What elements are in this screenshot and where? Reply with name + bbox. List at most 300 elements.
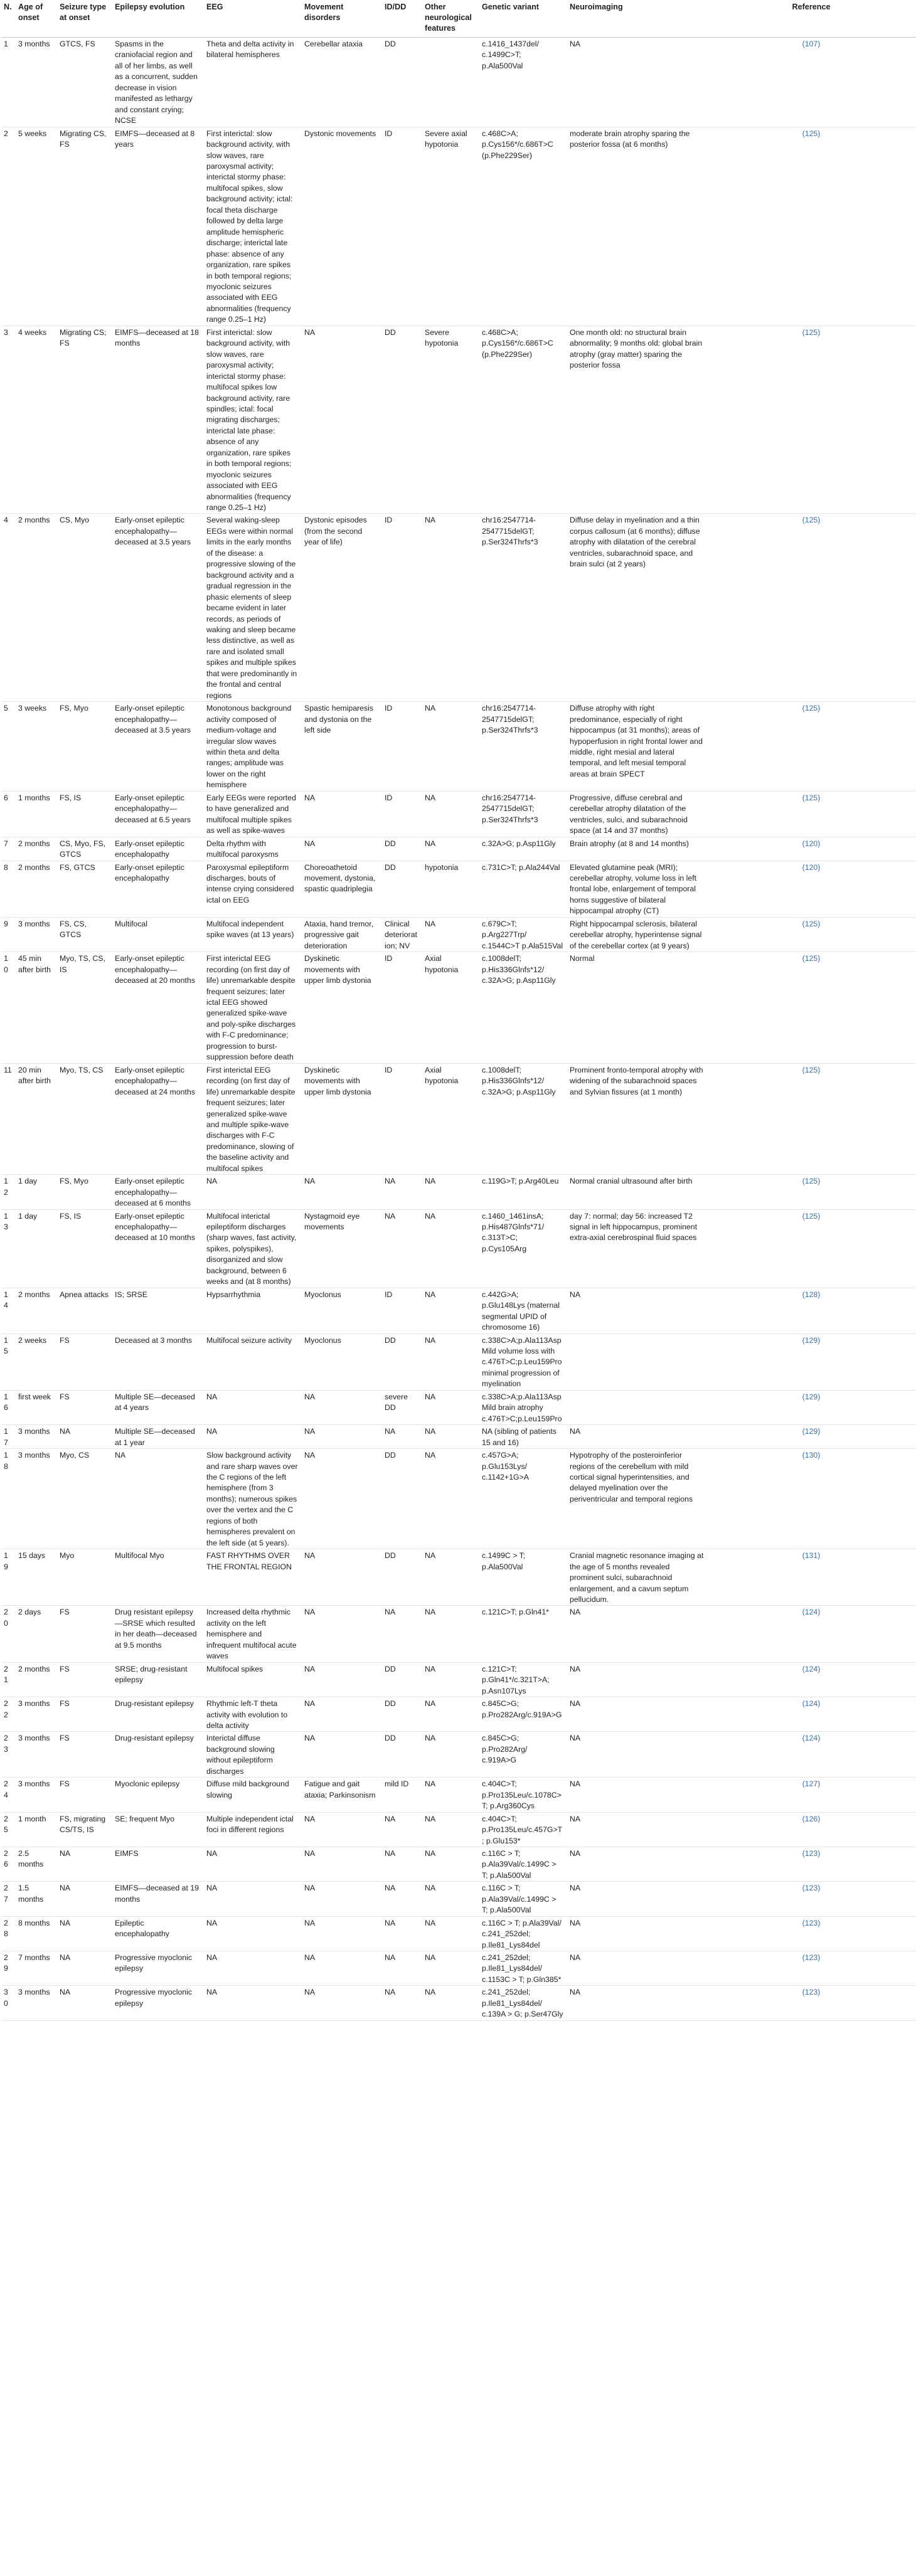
neuroimaging-cell: Normal xyxy=(567,952,708,1064)
movement-disorders-cell: NA xyxy=(302,1449,382,1549)
patient-number-cell: 12 xyxy=(1,1175,16,1209)
seizure-type-cell: FS xyxy=(57,1662,112,1697)
genetic-variant-cell: c.338C>A;p.Ala113Asp Mild volume loss with c.476T>C;p.Leu159Pro minimal progression of myelination xyxy=(479,1333,567,1390)
id-dd-cell: ID xyxy=(382,1063,422,1175)
age-of-onset-cell: 3 months xyxy=(16,1732,57,1778)
eeg-cell: NA xyxy=(204,1986,302,2020)
age-of-onset-cell: 20 min after birth xyxy=(16,1063,57,1175)
table-row xyxy=(1,1812,916,1847)
neuroimaging-cell: NA xyxy=(567,1606,708,1662)
other-neurological-features-cell: NA xyxy=(422,1449,479,1549)
epilepsy-evolution-cell: Early-onset epileptic encephalopathy xyxy=(112,861,204,917)
reference-link[interactable]: (125) xyxy=(708,917,916,951)
other-neurological-features-cell: Severe hypotonia xyxy=(422,326,479,514)
id-dd-cell: NA xyxy=(382,1606,422,1662)
eeg-cell: Multiple independent ictal foci in different regions xyxy=(204,1812,302,1847)
patient-number-cell: 3 xyxy=(1,326,16,514)
patient-number-cell: 2 xyxy=(1,127,16,326)
id-dd-cell: severe DD xyxy=(382,1390,422,1424)
seizure-type-cell: Myo xyxy=(57,1549,112,1606)
neuroimaging-cell: Brain atrophy (at 8 and 14 months) xyxy=(567,837,708,861)
patient-number-cell: 29 xyxy=(1,1951,16,1986)
movement-disorders-cell: NA xyxy=(302,1986,382,2020)
epilepsy-evolution-cell: Early-onset epileptic encephalopathy—deceased at 6.5 years xyxy=(112,791,204,837)
column-header: Other neurological features xyxy=(422,0,479,38)
eeg-cell: Rhythmic left-T theta activity with evolution to delta activity xyxy=(204,1697,302,1732)
genetic-variant-cell: c.1008delT; p.His336Glnfs*12/ c.32A>G; p.Asp11Gly xyxy=(479,952,567,1064)
eeg-cell: NA xyxy=(204,1425,302,1449)
other-neurological-features-cell: NA xyxy=(422,1697,479,1732)
patient-number-cell: 19 xyxy=(1,1549,16,1606)
id-dd-cell: DD xyxy=(382,326,422,514)
table-row xyxy=(1,952,916,1064)
id-dd-cell: DD xyxy=(382,1333,422,1390)
neuroimaging-cell: NA xyxy=(567,1425,708,1449)
seizure-type-cell: Myo, TS, CS, IS xyxy=(57,952,112,1064)
seizure-type-cell: Apnea attacks xyxy=(57,1288,112,1333)
other-neurological-features-cell: Axial hypotonia xyxy=(422,952,479,1064)
reference-link[interactable]: (129) xyxy=(708,1390,916,1424)
genetic-variant-cell: c.121C>T; p.Gln41*/c.321T>A; p.Asn107Lys xyxy=(479,1662,567,1697)
age-of-onset-cell: 3 months xyxy=(16,1449,57,1549)
eeg-cell: NA xyxy=(204,1175,302,1209)
neuroimaging-cell: Normal cranial ultrasound after birth xyxy=(567,1175,708,1209)
neuroimaging-cell: NA xyxy=(567,1951,708,1986)
age-of-onset-cell: 2 months xyxy=(16,1288,57,1333)
other-neurological-features-cell: NA xyxy=(422,1425,479,1449)
patient-number-cell: 15 xyxy=(1,1333,16,1390)
age-of-onset-cell: 2.5 months xyxy=(16,1847,57,1881)
seizure-type-cell: Migrating CS; FS xyxy=(57,326,112,514)
reference-link[interactable]: (124) xyxy=(708,1662,916,1697)
neuroimaging-cell: Elevated glutamine peak (MRI); cerebellar atrophy, volume loss in left frontal lobe, enlargement of temporal horns suggestive of bilateral hippocampal atrophy (CT) xyxy=(567,861,708,917)
patient-number-cell: 13 xyxy=(1,1209,16,1288)
epilepsy-evolution-cell: SRSE; drug-resistant epilepsy xyxy=(112,1662,204,1697)
age-of-onset-cell: 3 months xyxy=(16,1697,57,1732)
reference-link[interactable]: (129) xyxy=(708,1425,916,1449)
reference-link[interactable]: (125) xyxy=(708,952,916,1064)
eeg-cell: First interictal: slow background activity, with slow waves, rare paroxysmal activity; interictal stormy phase: multifocal spikes, slow background activity; ictal: focal theta discharge followed by delta large amplitude hemispheric discharge; interictal late phase: absence of any organization, rare spikes in both temporal regions; myoclonic seizures associated with EEG abnormalities (frequency range 0.25–1 Hz) xyxy=(204,127,302,326)
eeg-cell: NA xyxy=(204,1847,302,1881)
seizure-type-cell: NA xyxy=(57,1425,112,1449)
genetic-variant-cell: c.116C > T; p.Ala39Val/c.1499C > T; p.Ala500Val xyxy=(479,1847,567,1881)
neuroimaging-cell: NA xyxy=(567,1847,708,1881)
patient-number-cell: 6 xyxy=(1,791,16,837)
patient-number-cell: 7 xyxy=(1,837,16,861)
column-header: Epilepsy evolution xyxy=(112,0,204,38)
epilepsy-evolution-cell: Drug resistant epilepsy—SRSE which resulted in her death—deceased at 9.5 months xyxy=(112,1606,204,1662)
age-of-onset-cell: 1 month xyxy=(16,1812,57,1847)
reference-link[interactable]: (127) xyxy=(708,1778,916,1812)
id-dd-cell: DD xyxy=(382,837,422,861)
reference-link[interactable]: (124) xyxy=(708,1606,916,1662)
age-of-onset-cell: 1 day xyxy=(16,1175,57,1209)
seizure-type-cell: FS, CS, GTCS xyxy=(57,917,112,951)
neuroimaging-cell: NA xyxy=(567,1916,708,1951)
reference-link[interactable]: (125) xyxy=(708,1063,916,1175)
genetic-variant-cell: c.1416_1437del/ c.1499C>T; p.Ala500Val xyxy=(479,38,567,127)
eeg-cell: NA xyxy=(204,1390,302,1424)
clinical-features-table xyxy=(1,0,916,2021)
id-dd-cell: NA xyxy=(382,1209,422,1288)
genetic-variant-cell: c.845C>G; p.Pro282Arg/c.919A>G xyxy=(479,1697,567,1732)
reference-link[interactable]: (120) xyxy=(708,837,916,861)
epilepsy-evolution-cell: EIMFS—deceased at 8 years xyxy=(112,127,204,326)
patient-number-cell: 21 xyxy=(1,1662,16,1697)
table-row xyxy=(1,514,916,702)
column-header: Reference xyxy=(708,0,916,38)
genetic-variant-cell: chr16:2547714-2547715delGT; p.Ser324Thrfs*3 xyxy=(479,702,567,792)
reference-link[interactable]: (120) xyxy=(708,861,916,917)
reference-link[interactable]: (131) xyxy=(708,1549,916,1606)
reference-link[interactable]: (125) xyxy=(708,326,916,514)
genetic-variant-cell: chr16:2547714-2547715delGT; p.Ser324Thrfs*3 xyxy=(479,514,567,702)
movement-disorders-cell: NA xyxy=(302,1916,382,1951)
patient-number-cell: 8 xyxy=(1,861,16,917)
patient-number-cell: 16 xyxy=(1,1390,16,1424)
genetic-variant-cell: c.679C>T; p.Arg227Trp/ c.1544C>T p.Ala515Val xyxy=(479,917,567,951)
column-header: N. xyxy=(1,0,16,38)
seizure-type-cell: FS, GTCS xyxy=(57,861,112,917)
genetic-variant-cell: c.338C>A;p.Ala113Asp Mild brain atrophy c.476T>C;p.Leu159Pro xyxy=(479,1390,567,1424)
neuroimaging-cell: NA xyxy=(567,1778,708,1812)
column-header: Age of onset xyxy=(16,0,57,38)
id-dd-cell: NA xyxy=(382,1986,422,2020)
patient-number-cell: 1 xyxy=(1,38,16,127)
seizure-type-cell: FS, IS xyxy=(57,791,112,837)
genetic-variant-cell: c.1008delT; p.His336Glnfs*12/ c.32A>G; p.Asp11Gly xyxy=(479,1063,567,1175)
age-of-onset-cell: 2 months xyxy=(16,837,57,861)
neuroimaging-cell: One month old: no structural brain abnormality; 9 months old: global brain atrophy (gray matter) sparing the posterior fossa xyxy=(567,326,708,514)
other-neurological-features-cell: NA xyxy=(422,1662,479,1697)
seizure-type-cell: NA xyxy=(57,1951,112,1986)
reference-link[interactable]: (107) xyxy=(708,38,916,127)
id-dd-cell: NA xyxy=(382,1175,422,1209)
other-neurological-features-cell: NA xyxy=(422,514,479,702)
reference-link[interactable]: (128) xyxy=(708,1288,916,1333)
other-neurological-features-cell: NA xyxy=(422,1882,479,1916)
seizure-type-cell: Migrating CS, FS xyxy=(57,127,112,326)
reference-link[interactable]: (125) xyxy=(708,514,916,702)
age-of-onset-cell: first week xyxy=(16,1390,57,1424)
neuroimaging-cell: NA xyxy=(567,1986,708,2020)
age-of-onset-cell: 2 months xyxy=(16,514,57,702)
age-of-onset-cell: 3 months xyxy=(16,917,57,951)
table-body xyxy=(1,38,916,2021)
seizure-type-cell: FS xyxy=(57,1333,112,1390)
id-dd-cell: NA xyxy=(382,1882,422,1916)
eeg-cell: Hypsarrhythmia xyxy=(204,1288,302,1333)
eeg-cell: First interictal EEG recording (on first day of life) unremarkable despite frequent seizures; later ictal EEG showed generalized spike-wave and poly-spike discharges with F-C predominance; progression to burst-suppression before death xyxy=(204,952,302,1064)
patient-number-cell: 26 xyxy=(1,1847,16,1881)
genetic-variant-cell: c.731C>T; p.Ala244Val xyxy=(479,861,567,917)
age-of-onset-cell: 5 weeks xyxy=(16,127,57,326)
movement-disorders-cell: NA xyxy=(302,791,382,837)
movement-disorders-cell: Cerebellar ataxia xyxy=(302,38,382,127)
age-of-onset-cell: 3 months xyxy=(16,1986,57,2020)
neuroimaging-cell: Diffuse delay in myelination and a thin corpus callosum (at 6 months); diffuse atrophy with dilatation of the cerebral ventricles, subarachnoid space, and brain sulci (at 2 years) xyxy=(567,514,708,702)
genetic-variant-cell: c.442G>A; p.Glu148Lys (maternal segmental UPID of chromosome 16) xyxy=(479,1288,567,1333)
genetic-variant-cell: c.457G>A; p.Glu153Lys/ c.1142+1G>A xyxy=(479,1449,567,1549)
seizure-type-cell: Myo, CS xyxy=(57,1449,112,1549)
reference-link[interactable]: (125) xyxy=(708,1175,916,1209)
movement-disorders-cell: NA xyxy=(302,1549,382,1606)
reference-link[interactable]: (129) xyxy=(708,1333,916,1390)
age-of-onset-cell: 1 months xyxy=(16,791,57,837)
neuroimaging-cell xyxy=(567,1333,708,1390)
id-dd-cell: NA xyxy=(382,1425,422,1449)
eeg-cell: First interictal EEG recording (on first day of life) unremarkable despite frequent seizures; later generalized spike-wave and multiple spike-wave discharges with F-C predominance, slowing of the baseline activity and multifocal spikes xyxy=(204,1063,302,1175)
movement-disorders-cell: NA xyxy=(302,1606,382,1662)
eeg-cell: FAST RHYTHMS OVER THE FRONTAL REGION xyxy=(204,1549,302,1606)
movement-disorders-cell: NA xyxy=(302,1882,382,1916)
movement-disorders-cell: Dystonic movements xyxy=(302,127,382,326)
genetic-variant-cell: c.32A>G; p.Asp11Gly xyxy=(479,837,567,861)
epilepsy-evolution-cell: Drug-resistant epilepsy xyxy=(112,1697,204,1732)
reference-link[interactable]: (126) xyxy=(708,1812,916,1847)
column-header: Movement disorders xyxy=(302,0,382,38)
reference-link[interactable]: (123) xyxy=(708,1986,916,2020)
seizure-type-cell: FS, Myo xyxy=(57,1175,112,1209)
other-neurological-features-cell: NA xyxy=(422,1986,479,2020)
patient-number-cell: 27 xyxy=(1,1882,16,1916)
other-neurological-features-cell: NA xyxy=(422,1333,479,1390)
other-neurological-features-cell: NA xyxy=(422,917,479,951)
eeg-cell: Delta rhythm with multifocal paroxysms xyxy=(204,837,302,861)
age-of-onset-cell: 3 weeks xyxy=(16,702,57,792)
id-dd-cell: DD xyxy=(382,1697,422,1732)
other-neurological-features-cell xyxy=(422,38,479,127)
epilepsy-evolution-cell: Epileptic encephalopathy xyxy=(112,1916,204,1951)
neuroimaging-cell: Progressive, diffuse cerebral and cerebellar atrophy dilatation of the ventricles, sulci, and subarachnoid space (at 14 and 37 months) xyxy=(567,791,708,837)
seizure-type-cell: NA xyxy=(57,1916,112,1951)
table-row xyxy=(1,1732,916,1778)
column-header: EEG xyxy=(204,0,302,38)
other-neurological-features-cell: NA xyxy=(422,1209,479,1288)
genetic-variant-cell: c.404C>T; p.Pro135Leu/c.1078C>T; p.Arg360Cys xyxy=(479,1778,567,1812)
neuroimaging-cell: Cranial magnetic resonance imaging at the age of 5 months revealed prominent sulci, subarachnoid enlargement, and a cavum septum pellucidum. xyxy=(567,1549,708,1606)
other-neurological-features-cell: NA xyxy=(422,791,479,837)
epilepsy-evolution-cell: EIMFS—deceased at 18 months xyxy=(112,326,204,514)
epilepsy-evolution-cell: Multifocal xyxy=(112,917,204,951)
movement-disorders-cell: NA xyxy=(302,1390,382,1424)
neuroimaging-cell xyxy=(567,1390,708,1424)
table-row xyxy=(1,38,916,127)
patient-number-cell: 5 xyxy=(1,702,16,792)
genetic-variant-cell: c.404C>T; p.Pro135Leu/c.457G>T; p.Glu153* xyxy=(479,1812,567,1847)
seizure-type-cell: FS, migrating CS/TS, IS xyxy=(57,1812,112,1847)
seizure-type-cell: NA xyxy=(57,1986,112,2020)
movement-disorders-cell: Nystagmoid eye movements xyxy=(302,1209,382,1288)
movement-disorders-cell: Fatigue and gait ataxia; Parkinsonism xyxy=(302,1778,382,1812)
patient-number-cell: 18 xyxy=(1,1449,16,1549)
table-row xyxy=(1,326,916,514)
other-neurological-features-cell: NA xyxy=(422,1288,479,1333)
table-row xyxy=(1,1697,916,1732)
movement-disorders-cell: NA xyxy=(302,1812,382,1847)
age-of-onset-cell: 2 weeks xyxy=(16,1333,57,1390)
table-row xyxy=(1,1288,916,1333)
eeg-cell: Diffuse mild background slowing xyxy=(204,1778,302,1812)
table-row xyxy=(1,1549,916,1606)
genetic-variant-cell: c.468C>A; p.Cys156*/c.686T>C (p.Phe229Ser) xyxy=(479,326,567,514)
eeg-cell: Theta and delta activity in bilateral hemispheres xyxy=(204,38,302,127)
genetic-variant-cell: c.119G>T; p.Arg40Leu xyxy=(479,1175,567,1209)
eeg-cell: Early EEGs were reported to have generalized and multifocal multiple spikes as well as spike-waves xyxy=(204,791,302,837)
id-dd-cell: DD xyxy=(382,1449,422,1549)
seizure-type-cell: FS xyxy=(57,1778,112,1812)
movement-disorders-cell: NA xyxy=(302,326,382,514)
other-neurological-features-cell: Severe axial hypotonia xyxy=(422,127,479,326)
age-of-onset-cell: 1 day xyxy=(16,1209,57,1288)
patient-number-cell: 22 xyxy=(1,1697,16,1732)
table-row xyxy=(1,791,916,837)
seizure-type-cell: NA xyxy=(57,1882,112,1916)
other-neurological-features-cell: NA xyxy=(422,1916,479,1951)
age-of-onset-cell: 2 months xyxy=(16,861,57,917)
id-dd-cell: ID xyxy=(382,127,422,326)
epilepsy-evolution-cell: Early-onset epileptic encephalopathy—deceased at 10 months xyxy=(112,1209,204,1288)
other-neurological-features-cell: NA xyxy=(422,1778,479,1812)
epilepsy-evolution-cell: Early-onset epileptic encephalopathy xyxy=(112,837,204,861)
patient-number-cell: 10 xyxy=(1,952,16,1064)
eeg-cell: Several waking-sleep EEGs were within normal limits in the early months of the disease: a progressive slowing of the background activity and a gradual regression in the phasic elements of sleep became evident in later records, as periods of waking and sleep became less distinctive, as well as rare and isolated small spikes and multiple spikes that were predominantly in the frontal and central regions xyxy=(204,514,302,702)
movement-disorders-cell: Dystonic episodes (from the second year of life) xyxy=(302,514,382,702)
neuroimaging-cell: Prominent fronto-temporal atrophy with widening of the subarachnoid spaces and Sylvian fissures (at 1 month) xyxy=(567,1063,708,1175)
movement-disorders-cell: Choreoathetoid movement, dystonia, spastic quadriplegia xyxy=(302,861,382,917)
epilepsy-evolution-cell: EIMFS xyxy=(112,1847,204,1881)
id-dd-cell: mild ID xyxy=(382,1778,422,1812)
patient-number-cell: 23 xyxy=(1,1732,16,1778)
table-row xyxy=(1,837,916,861)
patient-number-cell: 11 xyxy=(1,1063,16,1175)
id-dd-cell: Clinical deterioration; NV xyxy=(382,917,422,951)
id-dd-cell: ID xyxy=(382,514,422,702)
neuroimaging-cell: NA xyxy=(567,1662,708,1697)
table-row xyxy=(1,1882,916,1916)
eeg-cell: NA xyxy=(204,1951,302,1986)
table-row xyxy=(1,1063,916,1175)
neuroimaging-cell: day 7: normal; day 56: increased T2 signal in left hippocampus, prominent extra-axial cerebrospinal fluid spaces xyxy=(567,1209,708,1288)
neuroimaging-cell: NA xyxy=(567,1882,708,1916)
reference-link[interactable]: (124) xyxy=(708,1697,916,1732)
epilepsy-evolution-cell: Spasms in the craniofacial region and all of her limbs, as well as a concurrent, sudden decrease in vision manifested as lethargy and constant crying; NCSE xyxy=(112,38,204,127)
seizure-type-cell: FS, Myo xyxy=(57,702,112,792)
epilepsy-evolution-cell: Multiple SE—deceased at 4 years xyxy=(112,1390,204,1424)
patient-number-cell: 24 xyxy=(1,1778,16,1812)
reference-link[interactable]: (130) xyxy=(708,1449,916,1549)
epilepsy-evolution-cell: Drug-resistant epilepsy xyxy=(112,1732,204,1778)
column-header: Seizure type at onset xyxy=(57,0,112,38)
movement-disorders-cell: NA xyxy=(302,1697,382,1732)
genetic-variant-cell: c.845C>G; p.Pro282Arg/ c.919A>G xyxy=(479,1732,567,1778)
column-header: Neuroimaging xyxy=(567,0,708,38)
reference-link[interactable]: (123) xyxy=(708,1916,916,1951)
eeg-cell: Multifocal interictal epileptiform discharges (sharp waves, fast activity, spikes, polyspikes), disorganized and slow background, between 6 weeks and (at 8 months) xyxy=(204,1209,302,1288)
eeg-cell: Multifocal seizure activity xyxy=(204,1333,302,1390)
age-of-onset-cell: 4 weeks xyxy=(16,326,57,514)
table-row xyxy=(1,1449,916,1549)
other-neurological-features-cell: Axial hypotonia xyxy=(422,1063,479,1175)
other-neurological-features-cell: NA xyxy=(422,1549,479,1606)
table-row xyxy=(1,1847,916,1881)
patient-number-cell: 17 xyxy=(1,1425,16,1449)
epilepsy-evolution-cell: Early-onset epileptic encephalopathy—deceased at 3.5 years xyxy=(112,702,204,792)
eeg-cell: Monotonous background activity composed of medium-voltage and irregular slow waves within theta and delta ranges; amplitude was lower on the right hemisphere xyxy=(204,702,302,792)
reference-link[interactable]: (125) xyxy=(708,702,916,792)
id-dd-cell: NA xyxy=(382,1916,422,1951)
id-dd-cell: NA xyxy=(382,1847,422,1881)
patient-number-cell: 30 xyxy=(1,1986,16,2020)
other-neurological-features-cell: NA xyxy=(422,837,479,861)
other-neurological-features-cell: hypotonia xyxy=(422,861,479,917)
age-of-onset-cell: 1.5 months xyxy=(16,1882,57,1916)
table-row xyxy=(1,127,916,326)
reference-link[interactable]: (124) xyxy=(708,1732,916,1778)
eeg-cell: Interictal diffuse background slowing without epileptiform discharges xyxy=(204,1732,302,1778)
epilepsy-evolution-cell: IS; SRSE xyxy=(112,1288,204,1333)
epilepsy-evolution-cell: NA xyxy=(112,1449,204,1549)
table-row xyxy=(1,1175,916,1209)
movement-disorders-cell: Dyskinetic movements with upper limb dystonia xyxy=(302,1063,382,1175)
reference-link[interactable]: (125) xyxy=(708,1209,916,1288)
epilepsy-evolution-cell: EIMFS—deceased at 19 months xyxy=(112,1882,204,1916)
seizure-type-cell: FS xyxy=(57,1606,112,1662)
eeg-cell: Multifocal independent spike waves (at 13 years) xyxy=(204,917,302,951)
eeg-cell: NA xyxy=(204,1916,302,1951)
age-of-onset-cell: 7 months xyxy=(16,1951,57,1986)
id-dd-cell: NA xyxy=(382,1951,422,1986)
reference-link[interactable]: (123) xyxy=(708,1847,916,1881)
seizure-type-cell: FS xyxy=(57,1390,112,1424)
table-row xyxy=(1,1333,916,1390)
genetic-variant-cell: c.116C > T; p.Ala39Val/c.1499C > T; p.Ala500Val xyxy=(479,1882,567,1916)
epilepsy-evolution-cell: Early-onset epileptic encephalopathy—deceased at 20 months xyxy=(112,952,204,1064)
movement-disorders-cell: Dyskinetic movements with upper limb dystonia xyxy=(302,952,382,1064)
id-dd-cell: ID xyxy=(382,702,422,792)
other-neurological-features-cell: NA xyxy=(422,1390,479,1424)
table-row xyxy=(1,917,916,951)
genetic-variant-cell: c.241_252del; p.Ile81_Lys84del/ c.1153C > T; p.Gln385* xyxy=(479,1951,567,1986)
age-of-onset-cell: 3 months xyxy=(16,1425,57,1449)
reference-link[interactable]: (123) xyxy=(708,1951,916,1986)
neuroimaging-cell: Right hippocampal sclerosis, bilateral cerebellar atrophy, hyperintense signal of the cerebellar cortex (at 9 years) xyxy=(567,917,708,951)
table-row xyxy=(1,1986,916,2020)
neuroimaging-cell: NA xyxy=(567,1732,708,1778)
reference-link[interactable]: (123) xyxy=(708,1882,916,1916)
eeg-cell: Slow background activity and rare sharp waves over the C regions of the left hemisphere (from 3 months); numerous spikes over the vertex and the C regions of both hemispheres prevalent on the left side (at 5 years). xyxy=(204,1449,302,1549)
patient-number-cell: 4 xyxy=(1,514,16,702)
header-row xyxy=(1,0,916,38)
movement-disorders-cell: NA xyxy=(302,837,382,861)
age-of-onset-cell: 2 days xyxy=(16,1606,57,1662)
column-header: Genetic variant xyxy=(479,0,567,38)
id-dd-cell: NA xyxy=(382,1812,422,1847)
age-of-onset-cell: 3 months xyxy=(16,1778,57,1812)
reference-link[interactable]: (125) xyxy=(708,791,916,837)
genetic-variant-cell: c.1460_1461insA; p.His487Glnfs*71/ c.313T>C; p.Cys105Arg xyxy=(479,1209,567,1288)
reference-link[interactable]: (125) xyxy=(708,127,916,326)
eeg-cell: First interictal: slow background activity, with slow waves, rare paroxysmal activity; interictal stormy phase: multifocal spikes low background activity, rare spindles; ictal: focal migrating discharges; interictal late phase: absence of any organization, rare spikes in both temporal regions; myoclonic seizures associated with EEG abnormalities (frequency range 0.25–1 Hz) xyxy=(204,326,302,514)
movement-disorders-cell: NA xyxy=(302,1175,382,1209)
id-dd-cell: DD xyxy=(382,38,422,127)
epilepsy-evolution-cell: Progressive myoclonic epilepsy xyxy=(112,1951,204,1986)
neuroimaging-cell: NA xyxy=(567,1288,708,1333)
table-row xyxy=(1,1209,916,1288)
patient-number-cell: 14 xyxy=(1,1288,16,1333)
genetic-variant-cell: c.1499C > T; p.Ala500Val xyxy=(479,1549,567,1606)
id-dd-cell: ID xyxy=(382,791,422,837)
